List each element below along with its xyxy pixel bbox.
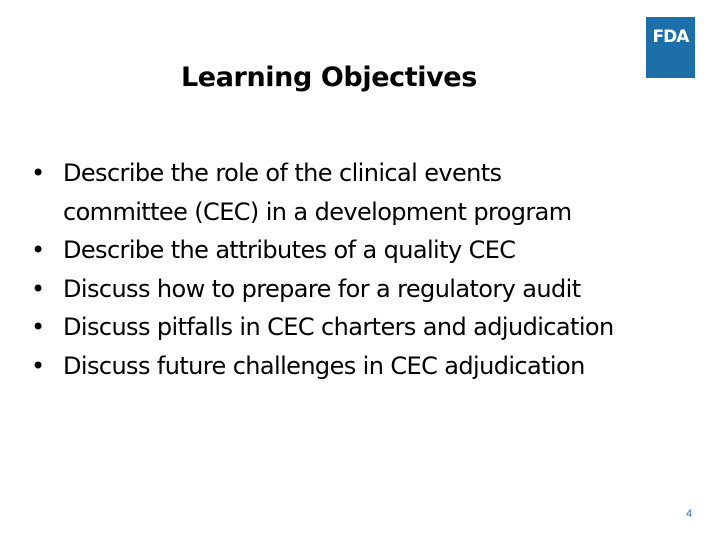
bullet-dot-icon: • [31, 274, 45, 303]
bullet-1-line-2: committee (CEC) in a development program [63, 197, 572, 226]
bullet-2-text: Describe the attributes of a quality CEC [63, 236, 516, 264]
slide-title: Learning Objectives [181, 62, 477, 93]
bullet-item-4 [31, 308, 701, 347]
bullet-5-text: Discuss future challenges in CEC adjudication [63, 351, 585, 380]
fda-logo-text: FDA [652, 27, 689, 47]
objectives-list [31, 154, 701, 385]
fda-logo [646, 17, 695, 78]
bullet-dot-icon: • [31, 159, 45, 187]
page-number: 4 [686, 508, 693, 520]
bullet-item-5 [31, 347, 701, 386]
bullet-dot-icon: • [31, 313, 45, 341]
bullet-item-1 [31, 154, 701, 231]
bullet-dot-icon: • [31, 236, 45, 264]
bullet-1-line-1: Describe the role of the clinical events [63, 159, 502, 187]
bullet-item-3 [31, 270, 701, 309]
bullet-4-text: Discuss pitfalls in CEC charters and adjudication [63, 313, 614, 341]
bullet-3-text: Discuss how to prepare for a regulatory audit [63, 274, 581, 303]
bullet-item-2 [31, 231, 701, 270]
bullet-dot-icon: • [31, 351, 45, 380]
